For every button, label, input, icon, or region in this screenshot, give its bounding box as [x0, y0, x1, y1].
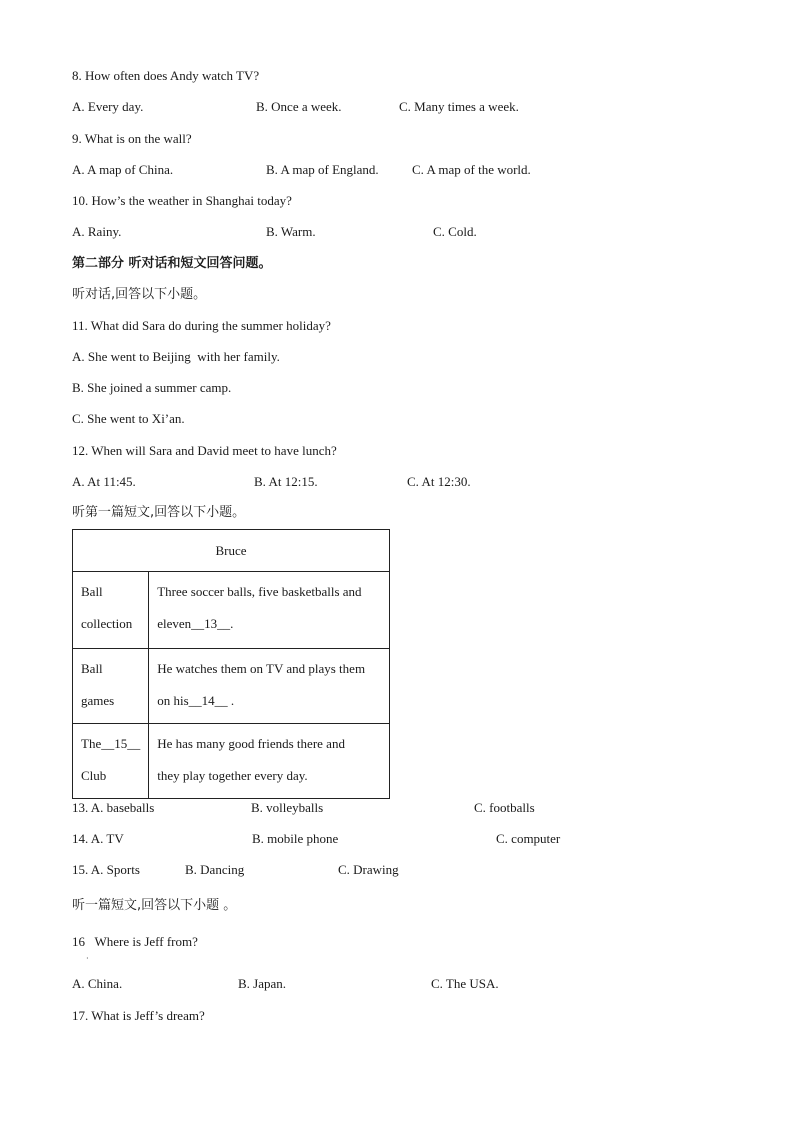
part-heading: 第二部分 听对话和短文回答问题。 [72, 256, 272, 271]
passage2-instruction: 听一篇短文,回答以下小题 。 [72, 898, 237, 913]
row-text: He has many good friends there and they play together every day. [149, 724, 390, 799]
option-a: A. A map of China. [72, 162, 174, 177]
passage1-instruction: 听第一篇短文,回答以下小题。 [72, 505, 246, 520]
stray-mark: · [86, 954, 89, 963]
option-c: C. Cold. [433, 224, 477, 239]
row-label: The__15__ Club [73, 724, 149, 799]
option-a: 15. A. Sports [72, 862, 140, 877]
option-a: A. She went to Beijing with her family. [72, 349, 280, 364]
option-c: C. Drawing [338, 862, 399, 877]
question-text: 10. How’s the weather in Shanghai today? [72, 193, 292, 208]
option-b: B. mobile phone [252, 831, 339, 846]
option-b: B. Once a week. [256, 99, 342, 114]
option-b: B. Japan. [238, 976, 287, 991]
option-c: C. A map of the world. [412, 162, 531, 177]
option-a: A. China. [72, 976, 123, 991]
option-c: C. At 12:30. [407, 474, 471, 489]
table-row [73, 724, 390, 799]
option-b: B. Dancing [185, 862, 245, 877]
blank-14: __14__ [188, 693, 228, 708]
row-label: Ball collection [73, 572, 149, 649]
option-c: C. computer [496, 831, 561, 846]
question-text: 8. How often does Andy watch TV? [72, 68, 260, 83]
option-a: 13. A. baseballs [72, 800, 155, 815]
question-text: 11. What did Sara do during the summer holiday? [72, 318, 331, 333]
blank-13: __13__ [191, 616, 231, 631]
table-row [73, 649, 390, 724]
table-header: Bruce [73, 530, 390, 572]
option-a: A. Every day. [72, 99, 144, 114]
option-a: 14. A. TV [72, 831, 124, 846]
blank-15: __15__ [101, 736, 141, 751]
option-c: C. footballs [474, 800, 535, 815]
question-text: 17. What is Jeff’s dream? [72, 1008, 205, 1023]
option-b: B. A map of England. [266, 162, 379, 177]
option-b: B. Warm. [266, 224, 316, 239]
option-c: C. The USA. [431, 976, 499, 991]
option-b: B. volleyballs [251, 800, 324, 815]
option-c: C. She went to Xi’an. [72, 411, 185, 426]
option-a: A. Rainy. [72, 224, 122, 239]
dialog-instruction: 听对话,回答以下小题。 [72, 287, 207, 302]
option-c: C. Many times a week. [399, 99, 519, 114]
row-label: Ball games [73, 649, 149, 724]
option-b: B. She joined a summer camp. [72, 380, 232, 395]
option-b: B. At 12:15. [254, 474, 318, 489]
info-table [72, 529, 390, 799]
option-a: A. At 11:45. [72, 474, 136, 489]
question-text: 9. What is on the wall? [72, 131, 192, 146]
question-text: 16 Where is Jeff from? [72, 934, 198, 949]
row-text: Three soccer balls, five basketballs and eleven__13__. [149, 572, 390, 649]
table-row [73, 572, 390, 649]
question-text: 12. When will Sara and David meet to have lunch? [72, 443, 337, 458]
row-text: He watches them on TV and plays them on his__14__ . [149, 649, 390, 724]
